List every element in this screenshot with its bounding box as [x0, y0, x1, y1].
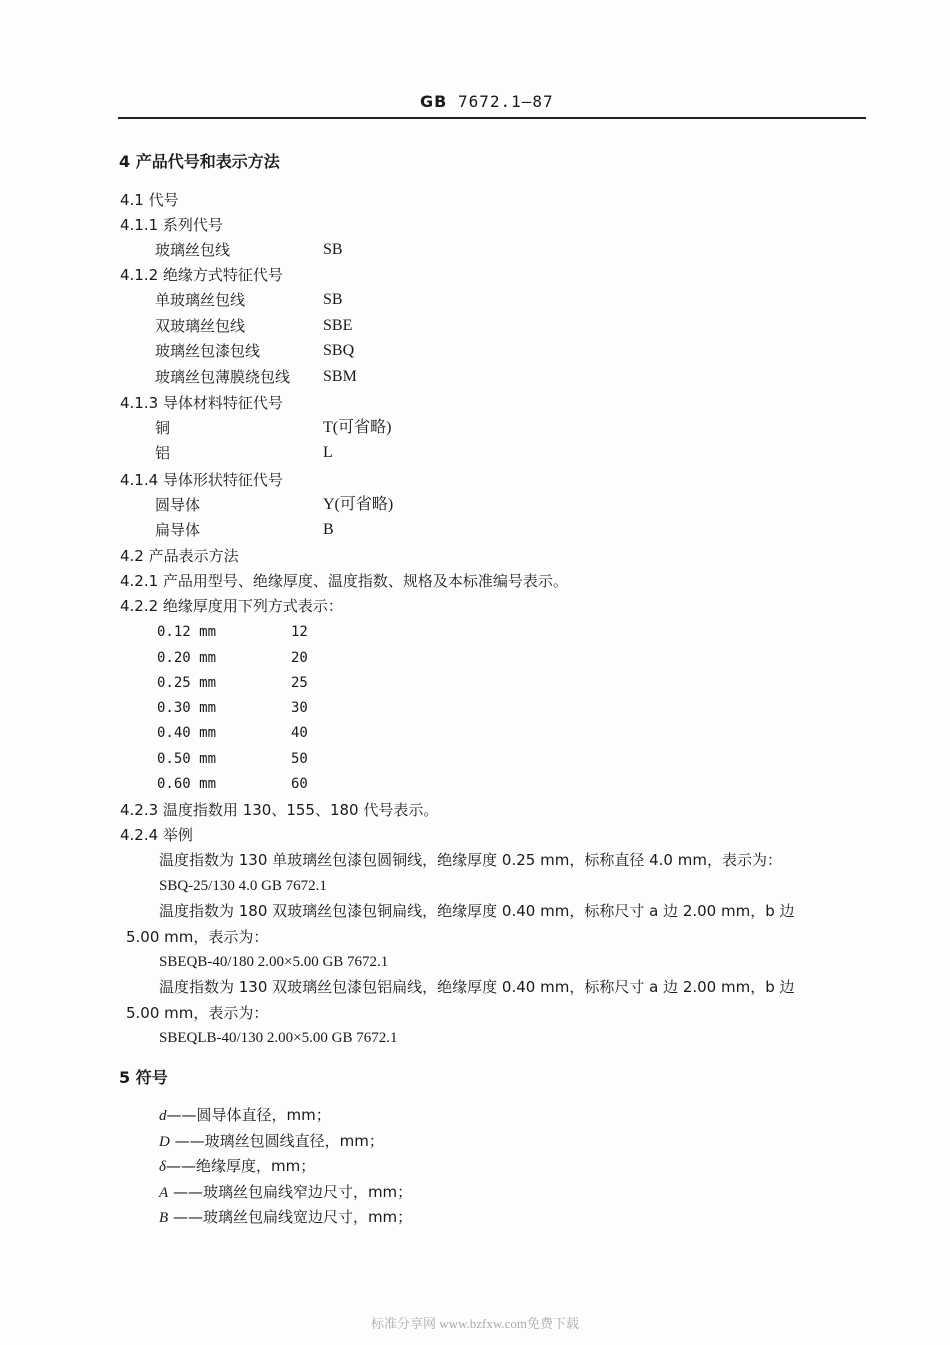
- example-2-description-cont: 5.00 mm，表示为：: [126, 928, 269, 946]
- header-number: 7672.1—87: [457, 92, 554, 111]
- thickness-code: 12: [291, 624, 308, 640]
- list-item-code: L: [323, 444, 333, 461]
- thickness-row: 0.20 mm: [157, 650, 217, 666]
- list-item-code: T(可省略): [323, 419, 392, 436]
- thickness-code: 25: [291, 675, 308, 691]
- symbol-item: [159, 1131, 384, 1152]
- list-item-code: SBQ: [323, 342, 355, 359]
- footer-watermark: 标准分享网 www.bzfxw.com免费下载: [370, 1316, 580, 1331]
- list-item-code: Y(可省略): [323, 496, 394, 513]
- symbol-definition: ——玻璃丝包扁线窄边尺寸，mm；: [168, 1183, 413, 1201]
- section-4-1-4-title: 4.1.4 导体形状特征代号: [120, 471, 283, 489]
- symbol-item: [159, 1207, 412, 1228]
- thickness-code: 20: [291, 650, 308, 666]
- list-item: 铝: [155, 444, 171, 462]
- section-4-2-1-text: 4.2.1 产品用型号、绝缘厚度、温度指数、规格及本标准编号表示。: [120, 572, 568, 590]
- section-4-1-3-title: 4.1.3 导体材料特征代号: [120, 394, 283, 412]
- list-item-code: SB: [323, 241, 343, 258]
- thickness-row: 0.25 mm: [157, 675, 217, 691]
- thickness-row: 0.30 mm: [157, 700, 217, 716]
- symbol-definition: ——玻璃丝包圆线直径，mm；: [169, 1132, 384, 1150]
- section-4-title: 4 产品代号和表示方法: [119, 152, 280, 171]
- list-item: 扁导体: [155, 521, 201, 539]
- thickness-row: 0.60 mm: [157, 776, 217, 792]
- section-4-1-title: 4.1 代号: [120, 191, 179, 209]
- symbol-definition: ——绝缘厚度，mm；: [165, 1157, 316, 1175]
- example-2-description: 温度指数为 180 双玻璃丝包漆包铜扁线，绝缘厚度 0.40 mm，标称尺寸 a 边 2.00 mm，b 边: [159, 902, 795, 920]
- thickness-code: 30: [291, 700, 308, 716]
- symbol-item: [159, 1105, 331, 1126]
- thickness-row: 0.12 mm: [157, 624, 217, 640]
- section-4-2-2-title: 4.2.2 绝缘厚度用下列方式表示：: [120, 597, 343, 615]
- symbol-item: [159, 1156, 315, 1177]
- symbol: B: [159, 1210, 169, 1226]
- list-item-code: SBE: [323, 317, 353, 334]
- header-rule: [118, 117, 866, 119]
- list-item-code: B: [323, 521, 334, 538]
- list-item: 铜: [155, 419, 171, 437]
- symbol-definition: ——圆导体直径，mm；: [166, 1106, 331, 1124]
- example-3-description: 温度指数为 130 双玻璃丝包漆包铝扁线，绝缘厚度 0.40 mm，标称尺寸 a 边 2.00 mm，b 边: [159, 978, 795, 996]
- section-4-2-4-title: 4.2.4 举例: [120, 826, 193, 844]
- example-1-description: 温度指数为 130 单玻璃丝包漆包圆铜线，绝缘厚度 0.25 mm，标称直径 4.0 mm，表示为：: [159, 851, 782, 869]
- list-item: 单玻璃丝包线: [155, 291, 246, 309]
- thickness-code: 40: [291, 725, 308, 741]
- section-4-1-1-title: 4.1.1 系列代号: [120, 216, 223, 234]
- section-5-title: 5 符号: [119, 1068, 168, 1087]
- section-4-2-title: 4.2 产品表示方法: [120, 547, 239, 565]
- list-item: 圆导体: [155, 496, 201, 514]
- symbol: d: [159, 1108, 167, 1124]
- symbol: A: [159, 1185, 169, 1201]
- example-3-description-cont: 5.00 mm，表示为：: [126, 1004, 269, 1022]
- list-item: 玻璃丝包线: [155, 241, 231, 259]
- thickness-code: 60: [291, 776, 308, 792]
- thickness-row: 0.40 mm: [157, 725, 217, 741]
- section-4-1-2-title: 4.1.2 绝缘方式特征代号: [120, 266, 283, 284]
- symbol-item: [159, 1182, 412, 1203]
- section-4-2-3-text: 4.2.3 温度指数用 130、155、180 代号表示。: [120, 801, 439, 819]
- example-1-code: SBQ-25/130 4.0 GB 7672.1: [159, 878, 327, 894]
- document-header: [420, 92, 554, 112]
- header-gb: GB: [420, 92, 448, 111]
- symbol: D: [159, 1134, 170, 1150]
- list-item: 双玻璃丝包线: [155, 317, 246, 335]
- thickness-row: 0.50 mm: [157, 751, 217, 767]
- list-item-code: SBM: [323, 368, 357, 385]
- example-2-code: SBEQB-40/180 2.00×5.00 GB 7672.1: [159, 954, 389, 970]
- symbol-definition: ——玻璃丝包扁线宽边尺寸，mm；: [168, 1208, 413, 1226]
- list-item: 玻璃丝包漆包线: [155, 342, 261, 360]
- list-item: 玻璃丝包薄膜绕包线: [155, 368, 291, 386]
- symbol: δ: [159, 1159, 166, 1175]
- thickness-code: 50: [291, 751, 308, 767]
- example-3-code: SBEQLB-40/130 2.00×5.00 GB 7672.1: [159, 1030, 398, 1046]
- list-item-code: SB: [323, 291, 343, 308]
